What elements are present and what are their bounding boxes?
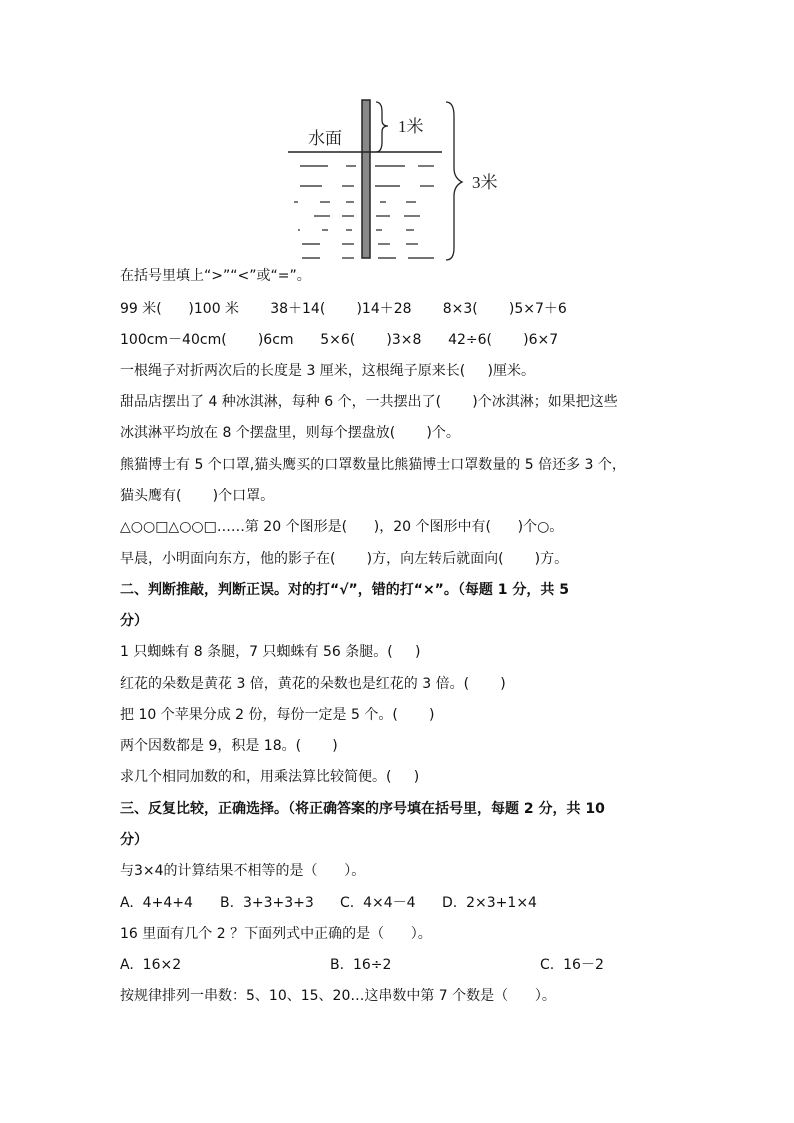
total-length-label: 3米 — [472, 173, 498, 192]
pole-diagram — [280, 96, 520, 266]
choice-question-1: 与3×4的计算结果不相等的是（ ）。 — [120, 863, 366, 879]
question-icecream-line-1: 甜品店摆出了 4 种冰淇淋，每种 6 个，一共摆出了( )个冰淇淋；如果把这些 — [120, 394, 618, 410]
question-pattern: △○○□△○○□……第 20 个图形是( )，20 个图形中有( )个○。 — [120, 519, 564, 535]
judge-item-2: 红花的朵数是黄花 3 倍，黄花的朵数也是红花的 3 倍。( ) — [120, 676, 506, 692]
q1-option-d: D. 2×3+1×4 — [442, 895, 537, 911]
pole — [362, 100, 370, 258]
question-compare-row-2: 100cm－40cm( )6cm 5×6( )3×8 42÷6( )6×7 — [120, 332, 559, 348]
water-label: 水面 — [308, 129, 342, 148]
judge-item-1: 1 只蜘蛛有 8 条腿，7 只蜘蛛有 56 条腿。( ) — [120, 644, 421, 660]
q2-option-a: A. 16×2 — [120, 957, 182, 973]
question-masks-line-1: 熊猫博士有 5 个口罩,猫头鹰买的口罩数量比熊猫博士口罩数量的 5 倍还多 3 个， — [120, 457, 626, 473]
section-2-title: 二、判断推敲，判断正误。对的打“√”，错的打“×”。（每题 1 分，共 5 — [120, 582, 569, 598]
brace-1m — [376, 102, 388, 152]
judge-item-4: 两个因数都是 9，积是 18。( ) — [120, 738, 338, 754]
question-compare-instruction: 在括号里填上“>”“<”或“=”。 — [120, 268, 311, 284]
section-2-title-continued: 分） — [120, 613, 148, 629]
pole-water-figure — [280, 96, 520, 266]
section-3-title: 三、反复比较，正确选择。（将正确答案的序号填在括号里，每题 2 分，共 10 — [120, 801, 605, 817]
choice-question-3: 按规律排列一串数：5、10、15、20…这串数中第 7 个数是（ ）。 — [120, 988, 556, 1004]
brace-3m — [446, 102, 462, 260]
judge-item-5: 求几个相同加数的和，用乘法算比较简便。( ) — [120, 769, 420, 785]
section-3-title-continued: 分） — [120, 832, 148, 848]
question-compare-row-1: 99 米( )100 米 38＋14( )14＋28 8×3( )5×7＋6 — [120, 301, 567, 317]
choice-question-2: 16 里面有几个 2 ？下面列式中正确的是（ ）。 — [120, 926, 432, 942]
q2-option-c: C. 16－2 — [540, 957, 604, 973]
question-icecream-line-2: 冰淇淋平均放在 8 个摆盘里，则每个摆盘放( )个。 — [120, 425, 460, 441]
judge-item-3: 把 10 个苹果分成 2 份，每份一定是 5 个。( ) — [120, 707, 435, 723]
question-shadow: 早晨，小明面向东方，他的影子在( )方，向左转后就面向( )方。 — [120, 551, 569, 567]
q1-option-b: B. 3+3+3+3 — [220, 895, 314, 911]
q2-option-b: B. 16÷2 — [330, 957, 392, 973]
upper-length-label: 1米 — [398, 117, 424, 136]
q1-option-a: A. 4+4+4 — [120, 895, 193, 911]
q1-option-c: C. 4×4－4 — [340, 895, 416, 911]
question-rope: 一根绳子对折两次后的长度是 3 厘米，这根绳子原来长( )厘米。 — [120, 363, 535, 379]
question-masks-line-2: 猫头鹰有( )个口罩。 — [120, 488, 275, 504]
